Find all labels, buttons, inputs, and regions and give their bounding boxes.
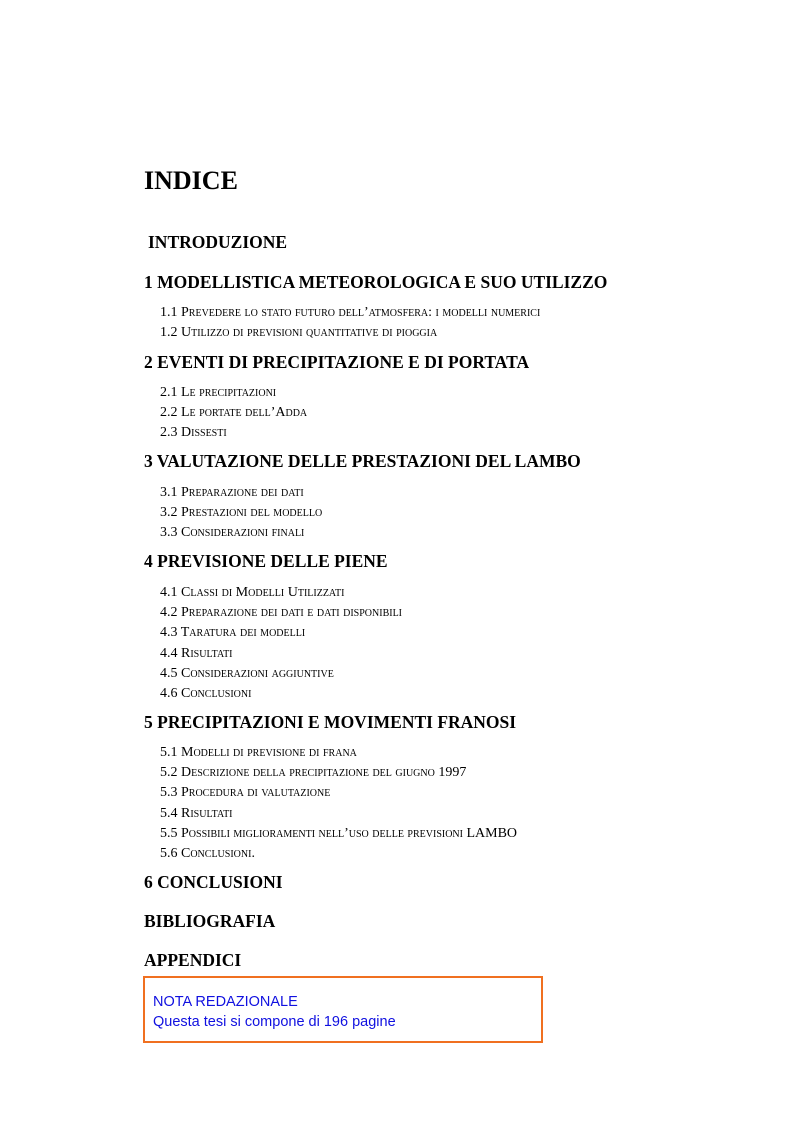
toc-section: 1.1 Prevedere lo stato futuro dell’atmosfera: i modelli numerici [160,305,541,320]
toc-section: 2.1 Le precipitazioni [160,385,277,400]
toc-section: 4.1 Classi di Modelli Utilizzati [160,585,345,600]
toc-section: 4.6 Conclusioni [160,686,252,701]
toc-chapter: 3 VALUTAZIONE DELLE PRESTAZIONI DEL LAMBO [144,451,581,471]
toc-section: 4.5 Considerazioni aggiuntive [160,666,334,681]
toc-chapter: 5 PRECIPITAZIONI E MOVIMENTI FRANOSI [144,712,517,732]
toc-section: 5.6 Conclusioni. [160,846,255,861]
toc-chapter: BIBLIOGRAFIA [144,911,276,931]
toc-chapter: APPENDICI [144,950,242,970]
editorial-note-heading: NOTA REDAZIONALE [153,994,298,1010]
editorial-note-text: Questa tesi si compone di 196 pagine [153,1014,396,1030]
page-title: INDICE [144,166,238,195]
toc-chapter: 1 MODELLISTICA METEOROLOGICA E SUO UTILIZZO [144,272,608,292]
toc-section: 2.2 Le portate dell’Adda [160,405,308,420]
toc-chapter: INTRODUZIONE [148,232,288,252]
toc-section: 4.3 Taratura dei modelli [160,625,306,640]
toc-chapter: 4 PREVISIONE DELLE PIENE [144,551,388,571]
toc-section: 4.4 Risultati [160,646,233,661]
toc-section: 1.2 Utilizzo di previsioni quantitative di pioggia [160,325,438,340]
toc-section: 3.1 Preparazione dei dati [160,485,304,500]
toc-section: 5.4 Risultati [160,806,233,821]
toc-section: 5.3 Procedura di valutazione [160,785,331,800]
toc-section: 2.3 Dissesti [160,425,227,440]
toc-section: 3.2 Prestazioni del modello [160,505,323,520]
toc-section: 4.2 Preparazione dei dati e dati disponibili [160,605,403,620]
editorial-note-box [143,976,543,1043]
toc-chapter: 6 CONCLUSIONI [144,872,283,892]
toc-chapter: 2 EVENTI DI PRECIPITAZIONE E DI PORTATA [144,352,530,372]
toc-section: 5.2 Descrizione della precipitazione del giugno 1997 [160,765,467,780]
toc-section: 3.3 Considerazioni finali [160,525,305,540]
toc-section: 5.1 Modelli di previsione di frana [160,745,357,760]
toc-section: 5.5 Possibili miglioramenti nell’uso delle previsioni LAMBO [160,826,518,841]
